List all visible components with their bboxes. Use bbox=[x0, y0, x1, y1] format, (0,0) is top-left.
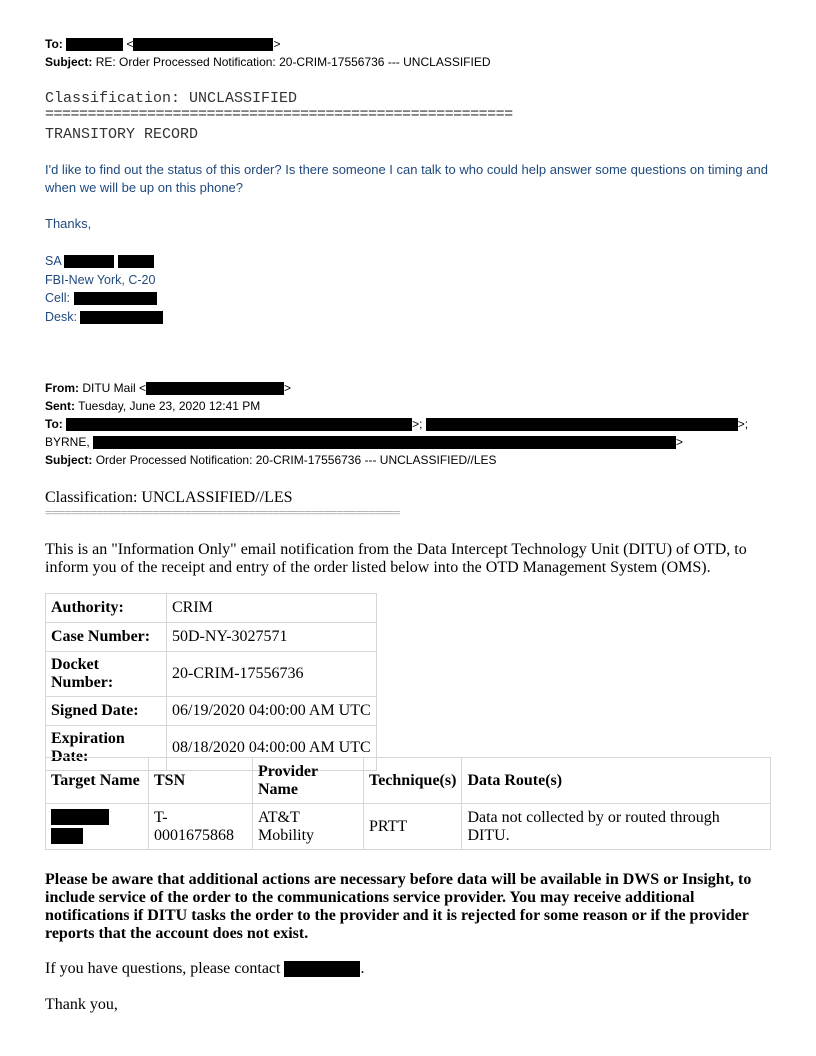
column-header: Technique(s) bbox=[364, 758, 462, 804]
sig-sa: SA bbox=[45, 254, 61, 268]
notice-paragraph: Please be aware that additional actions are necessary before data will be available in DWS or Insight, to include service of the order to the communications service provider. You may receive additional notifications if DITU tasks the order to the provider and it is rejected for some reason or if the provider reports that the account does not exist. bbox=[45, 871, 752, 942]
from-value: DITU Mail < bbox=[82, 381, 147, 395]
to-separator: >; bbox=[412, 417, 423, 431]
questions-end: . bbox=[360, 960, 365, 977]
intro-paragraph: This is an "Information Only" email notification from the Data Intercept Technology Unit (DITU) of OTD, to inform you of the receipt and entry of the order listed below into the OTD Management System (OMS). bbox=[45, 541, 747, 576]
reply-body: I'd like to find out the status of this order? Is there someone I can talk to who could help answer some questions on timing and when we will be up on this phone? bbox=[45, 162, 768, 195]
order-value: 50D-NY-3027571 bbox=[167, 623, 377, 652]
reply-rule: ======================================================= bbox=[45, 106, 513, 123]
reply-subject: RE: Order Processed Notification: 20-CRIM-17556736 --- UNCLASSIFIED bbox=[95, 55, 491, 69]
transitory-record: TRANSITORY RECORD bbox=[45, 126, 199, 143]
signature-block bbox=[45, 252, 163, 326]
order-details-table bbox=[45, 593, 377, 771]
table-row bbox=[46, 804, 771, 850]
target-table-body bbox=[46, 758, 771, 850]
questions-line bbox=[45, 960, 364, 978]
order-value: 08/18/2020 04:00:00 AM UTC bbox=[167, 726, 377, 771]
reply-to-line bbox=[45, 35, 280, 53]
table-row bbox=[46, 623, 377, 652]
sig-desk: Desk: bbox=[45, 309, 77, 324]
to-line bbox=[45, 415, 748, 433]
to-label: To: bbox=[45, 417, 63, 431]
redaction-box bbox=[64, 255, 114, 268]
sent-label: Sent: bbox=[45, 399, 75, 413]
reply-subject-line bbox=[45, 53, 491, 71]
sig-sa-line bbox=[45, 252, 163, 271]
column-header: Data Route(s) bbox=[462, 758, 771, 804]
redaction-box bbox=[118, 255, 154, 268]
order-label: Signed Date: bbox=[46, 697, 167, 726]
table-header-row bbox=[46, 758, 771, 804]
order-details-body bbox=[46, 594, 377, 771]
column-header: Provider Name bbox=[253, 758, 364, 804]
target-name-cell bbox=[46, 804, 149, 850]
redaction-box bbox=[146, 382, 284, 395]
column-header: TSN bbox=[149, 758, 253, 804]
table-row bbox=[46, 594, 377, 623]
angle-close: > bbox=[284, 381, 292, 395]
reply-thanks: Thanks, bbox=[45, 216, 92, 231]
order-label: Case Number: bbox=[46, 623, 167, 652]
target-table bbox=[45, 757, 771, 850]
sig-cell-line bbox=[45, 289, 163, 308]
order-value: CRIM bbox=[167, 594, 377, 623]
angle-close: > bbox=[676, 435, 684, 449]
subject-label: Subject: bbox=[45, 55, 93, 69]
sig-desk-line bbox=[45, 308, 163, 327]
order-value: 20-CRIM-17556736 bbox=[167, 652, 377, 697]
to-line-2 bbox=[45, 433, 683, 451]
original-classification: Classification: UNCLASSIFIED//LES bbox=[45, 489, 293, 506]
redaction-box bbox=[93, 436, 676, 449]
order-value: 06/19/2020 04:00:00 AM UTC bbox=[167, 697, 377, 726]
redaction-box bbox=[426, 418, 738, 431]
table-row bbox=[46, 697, 377, 726]
sent-value: Tuesday, June 23, 2020 12:41 PM bbox=[78, 399, 261, 413]
original-subject: Order Processed Notification: 20-CRIM-17556736 --- UNCLASSIFIED//LES bbox=[95, 453, 497, 467]
order-label: Expiration Date: bbox=[46, 726, 167, 771]
sig-cell: Cell: bbox=[45, 291, 71, 305]
order-label: Docket Number: bbox=[46, 652, 167, 697]
route-cell: Data not collected by or routed through DITU. bbox=[462, 804, 771, 850]
sig-office: FBI-New York, C-20 bbox=[45, 272, 156, 287]
tsn-cell: T-0001675868 bbox=[149, 804, 253, 850]
angle-close: > bbox=[273, 37, 281, 51]
column-header: Target Name bbox=[46, 758, 149, 804]
redaction-box bbox=[284, 961, 360, 977]
from-line bbox=[45, 379, 291, 397]
table-row bbox=[46, 652, 377, 697]
closing: Thank you, bbox=[45, 996, 118, 1013]
order-label: Authority: bbox=[46, 594, 167, 623]
from-label: From: bbox=[45, 381, 79, 395]
byrne: BYRNE, bbox=[45, 435, 90, 449]
redaction-box bbox=[80, 311, 163, 324]
to-label: To: bbox=[45, 37, 63, 51]
reply-classification: Classification: UNCLASSIFIED bbox=[45, 90, 298, 107]
redaction-box bbox=[66, 38, 123, 51]
original-subject-line bbox=[45, 451, 497, 469]
subject-label: Subject: bbox=[45, 453, 93, 467]
technique-cell: PRTT bbox=[364, 804, 462, 850]
to-separator: >; bbox=[737, 417, 749, 431]
redaction-box bbox=[133, 38, 273, 51]
provider-cell: AT&T Mobility bbox=[253, 804, 364, 850]
redaction-box bbox=[51, 828, 83, 844]
redaction-box bbox=[66, 418, 412, 431]
redaction-box bbox=[51, 809, 109, 825]
questions-text: If you have questions, please contact bbox=[45, 960, 281, 977]
original-rule: ======================================================== bbox=[45, 505, 400, 520]
redaction-box bbox=[74, 292, 157, 305]
sent-line bbox=[45, 397, 260, 415]
angle-open: < bbox=[126, 37, 134, 51]
